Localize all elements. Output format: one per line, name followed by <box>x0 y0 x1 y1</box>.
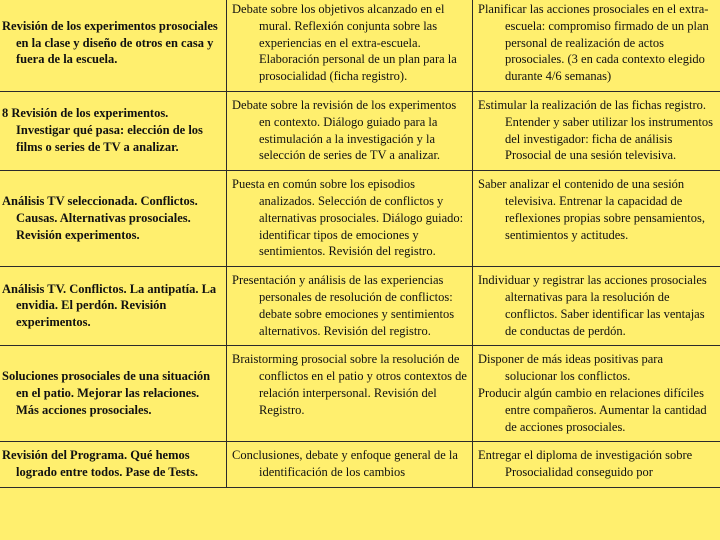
objective-text: Disponer de más ideas positivas para solucionar los conflictos. <box>478 352 664 384</box>
phase-text: Revisión de los experimentos prosociales en la clase y diseño de otros en casa y fuera de la escuela. <box>2 18 218 67</box>
phase-cell <box>0 91 227 170</box>
phase-cell <box>0 442 227 488</box>
phase-text: 8 Revisión de los experimentos. Investigar qué pasa: elección de los films o series de TV a analizar. <box>2 106 203 154</box>
objective-cell <box>473 0 720 91</box>
objective-text: Individuar y registrar las acciones prosociales alternativas para la resolución de conflictos. Saber identificar las ventajas de conductas de perdón. <box>478 273 707 338</box>
activity-cell <box>227 442 473 488</box>
objective-text: Producir algún cambio en relaciones difíciles entre compañeros. Aumentar la cantidad de acciones prosociales. <box>478 385 707 434</box>
objective-cell <box>473 442 720 488</box>
objective-text: Estimular la realización de las fichas registro. Entender y saber utilizar los instrumentos del investigador: ficha de análisis Prosocial de una sesión televisiva. <box>478 97 713 163</box>
table-row <box>0 267 720 346</box>
activity-cell <box>227 0 473 91</box>
activity-cell <box>227 346 473 442</box>
activity-text: Debate sobre los objetivos alcanzado en el mural. Reflexión conjunta sobre las experiencias en el extra-escuela. Elaboración personal de un plan para la prosocialidad (ficha registro). <box>232 2 457 84</box>
table-row <box>0 171 720 267</box>
table-row <box>0 0 720 91</box>
objective-text: Entregar el diploma de investigación sobre Prosocialidad conseguido por <box>478 448 693 480</box>
activity-text: Presentación y análisis de las experiencias personales de resolución de conflictos: debate sobre emociones y sentimientos alternativos. Revisión del registro. <box>232 273 455 338</box>
activity-text: Puesta en común sobre los episodios analizados. Selección de conflictos y alternativas prosociales. Diálogo guiado: identificar tipos de emociones y sentimientos. Revisión del registro. <box>232 177 464 259</box>
activity-cell <box>227 267 473 346</box>
objective-cell <box>473 91 720 170</box>
phase-text: Revisión del Programa. Qué hemos logrado entre todos. Pase de Tests. <box>2 448 199 480</box>
activity-cell <box>227 91 473 170</box>
phase-text: Análisis TV. Conflictos. La antipatía. La envidia. El perdón. Revisión experimentos. <box>2 281 217 330</box>
activity-text: Debate sobre la revisión de los experimentos en contexto. Diálogo guiado para la estimulación a la investigación y la selección de series de TV a analizar. <box>232 97 457 163</box>
phase-text: Soluciones prosociales de una situación en el patio. Mejorar las relaciones. Más acciones prosociales. <box>2 369 211 417</box>
activity-text: Braistorming prosocial sobre la resolución de conflictos en el patio y otros contextos de relación interpersonal. Revisión del Registro. <box>232 352 467 417</box>
activity-text: Conclusiones, debate y enfoque general de la identificación de los cambios <box>232 448 458 480</box>
phase-cell <box>0 267 227 346</box>
phase-cell <box>0 346 227 442</box>
objective-cell <box>473 171 720 267</box>
phase-cell <box>0 0 227 91</box>
objective-cell <box>473 346 720 442</box>
table-row <box>0 346 720 442</box>
activity-cell <box>227 171 473 267</box>
table-row <box>0 91 720 170</box>
phase-text: Análisis TV seleccionada. Conflictos. Causas. Alternativas prosociales. Revisión experimentos. <box>2 193 198 242</box>
objective-text: Saber analizar el contenido de una sesión televisiva. Entrenar la capacidad de reflexiones propias sobre pensamientos, sentimientos y actitudes. <box>478 177 705 242</box>
objective-cell <box>473 267 720 346</box>
phase-cell <box>0 171 227 267</box>
objective-text: Planificar las acciones prosociales en el extra-escuela: compromiso firmado de un plan personal de realización de actos prosociales. (3 en cada contexto elegido durante 4/6 semanas) <box>478 2 709 84</box>
table-row <box>0 442 720 488</box>
